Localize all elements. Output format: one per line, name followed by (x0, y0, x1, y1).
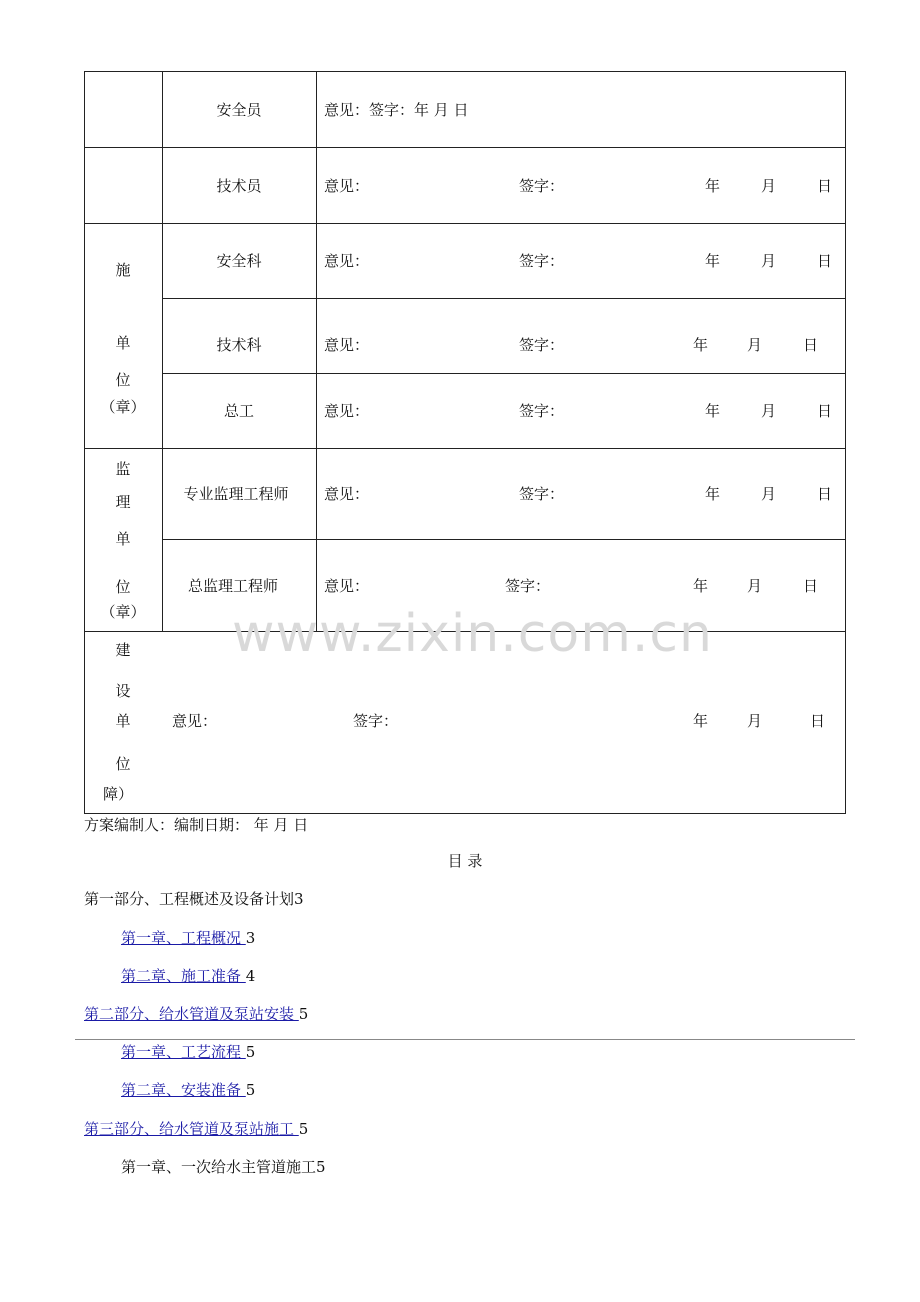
toc-title: 目 录 (447, 852, 483, 870)
toc-link[interactable]: 第三部分、给水管道及泵站施工 5 (84, 1120, 309, 1138)
year-label: 年 (693, 577, 709, 595)
toc-page-number: 4 (245, 967, 256, 985)
toc-entry[interactable]: 第一章、一次给水主管道施工5 (121, 1158, 326, 1176)
toc-page-number: 5 (316, 1158, 326, 1176)
toc-page-number: 5 (245, 1081, 256, 1099)
opinion-label: 意见： (324, 177, 370, 195)
opinion-label: 意见： (324, 577, 370, 595)
day-label: 日 (810, 712, 826, 730)
year-label: 年 (705, 485, 721, 503)
month-label: 月 (747, 336, 763, 354)
role-specialty-supervisor: 专业监理工程师 (183, 485, 289, 503)
toc-page-number: 5 (298, 1120, 309, 1138)
opinion-label: 意见： (324, 336, 370, 354)
toc-page-number: 5 (298, 1005, 309, 1023)
day-label: 日 (817, 252, 833, 270)
toc-page-number: 5 (245, 1043, 256, 1061)
role-safety-dept: 安全科 (216, 252, 262, 270)
month-label: 月 (761, 402, 777, 420)
month-label: 月 (747, 712, 763, 730)
day-label: 日 (817, 177, 833, 195)
plan-author-line: 方案编制人：编制日期： 年 月 日 (84, 816, 309, 834)
day-label: 日 (803, 336, 819, 354)
signature-label: 签字： (519, 252, 565, 270)
toc-link[interactable]: 第一章、工程概况 3 (121, 929, 256, 947)
month-label: 月 (761, 177, 777, 195)
signature-label: 签字： (505, 577, 551, 595)
month-label: 月 (761, 485, 777, 503)
year-label: 年 (705, 177, 721, 195)
opinion-label: 意见： (324, 485, 370, 503)
signature-label: 签字： (519, 177, 565, 195)
role-chief-engineer: 总工 (223, 402, 255, 420)
toc-link[interactable]: 第二部分、给水管道及泵站安装 5 (84, 1005, 309, 1023)
toc-link[interactable]: 第一章、工艺流程 5 (121, 1043, 256, 1061)
signature-label: 签字： (519, 402, 565, 420)
day-label: 日 (817, 485, 833, 503)
signature-label: 签字： (353, 712, 399, 730)
toc-page-number: 3 (245, 929, 256, 947)
opinion-line-safety-officer: 意见：签字：年 月 日 (324, 101, 469, 119)
signature-label: 签字： (519, 485, 565, 503)
year-label: 年 (693, 712, 709, 730)
day-label: 日 (803, 577, 819, 595)
page-divider (75, 1039, 855, 1040)
watermark: www.zixin.com.cn (232, 604, 713, 664)
day-label: 日 (817, 402, 833, 420)
role-technical-dept: 技术科 (216, 336, 262, 354)
toc-link[interactable]: 第二章、施工准备 4 (121, 967, 256, 985)
signature-label: 签字： (519, 336, 565, 354)
month-label: 月 (747, 577, 763, 595)
role-safety-officer: 安全员 (216, 101, 262, 119)
opinion-label: 意见： (172, 712, 218, 730)
year-label: 年 (693, 336, 709, 354)
toc-link[interactable]: 第二章、安装准备 5 (121, 1081, 256, 1099)
year-label: 年 (705, 252, 721, 270)
opinion-label: 意见： (324, 252, 370, 270)
opinion-label: 意见： (324, 402, 370, 420)
document-page: 安全员 意见：签字：年 月 日 技术员 意见： 签字： 年 月 日 施 单 位 （章） 安全科 意见： 签字： 年 月 日 技术科 意见： 签字： 年 月 日 总工 意见： 签字： 年 月 日 监 理 单 位 （章） 专业监理工程师 意见： 签字： 年 月 日 总监理工程师 意见： 签字： 年 月 日 建 设 单 位 障） 意见： 签字： 年 月 日 www.zixin.com.cn 方案编制人：编制日期： 年 月 日 目 录 第一部分、工程概述及设备计划3 第一章、工程概况 3 第二章、施工准备 4 第二部分、给水管道及泵站安装 5 第一章、工艺流程 5 第二章、安装准备 5 第三部分、给水管道及泵站施工 5 第一章、一次给水主管道施工5 (0, 0, 920, 1302)
month-label: 月 (761, 252, 777, 270)
role-chief-supervisor: 总监理工程师 (187, 577, 279, 595)
toc-entry[interactable]: 第一部分、工程概述及设备计划3 (84, 890, 304, 908)
role-technician: 技术员 (216, 177, 262, 195)
year-label: 年 (705, 402, 721, 420)
toc-page-number: 3 (294, 890, 304, 908)
